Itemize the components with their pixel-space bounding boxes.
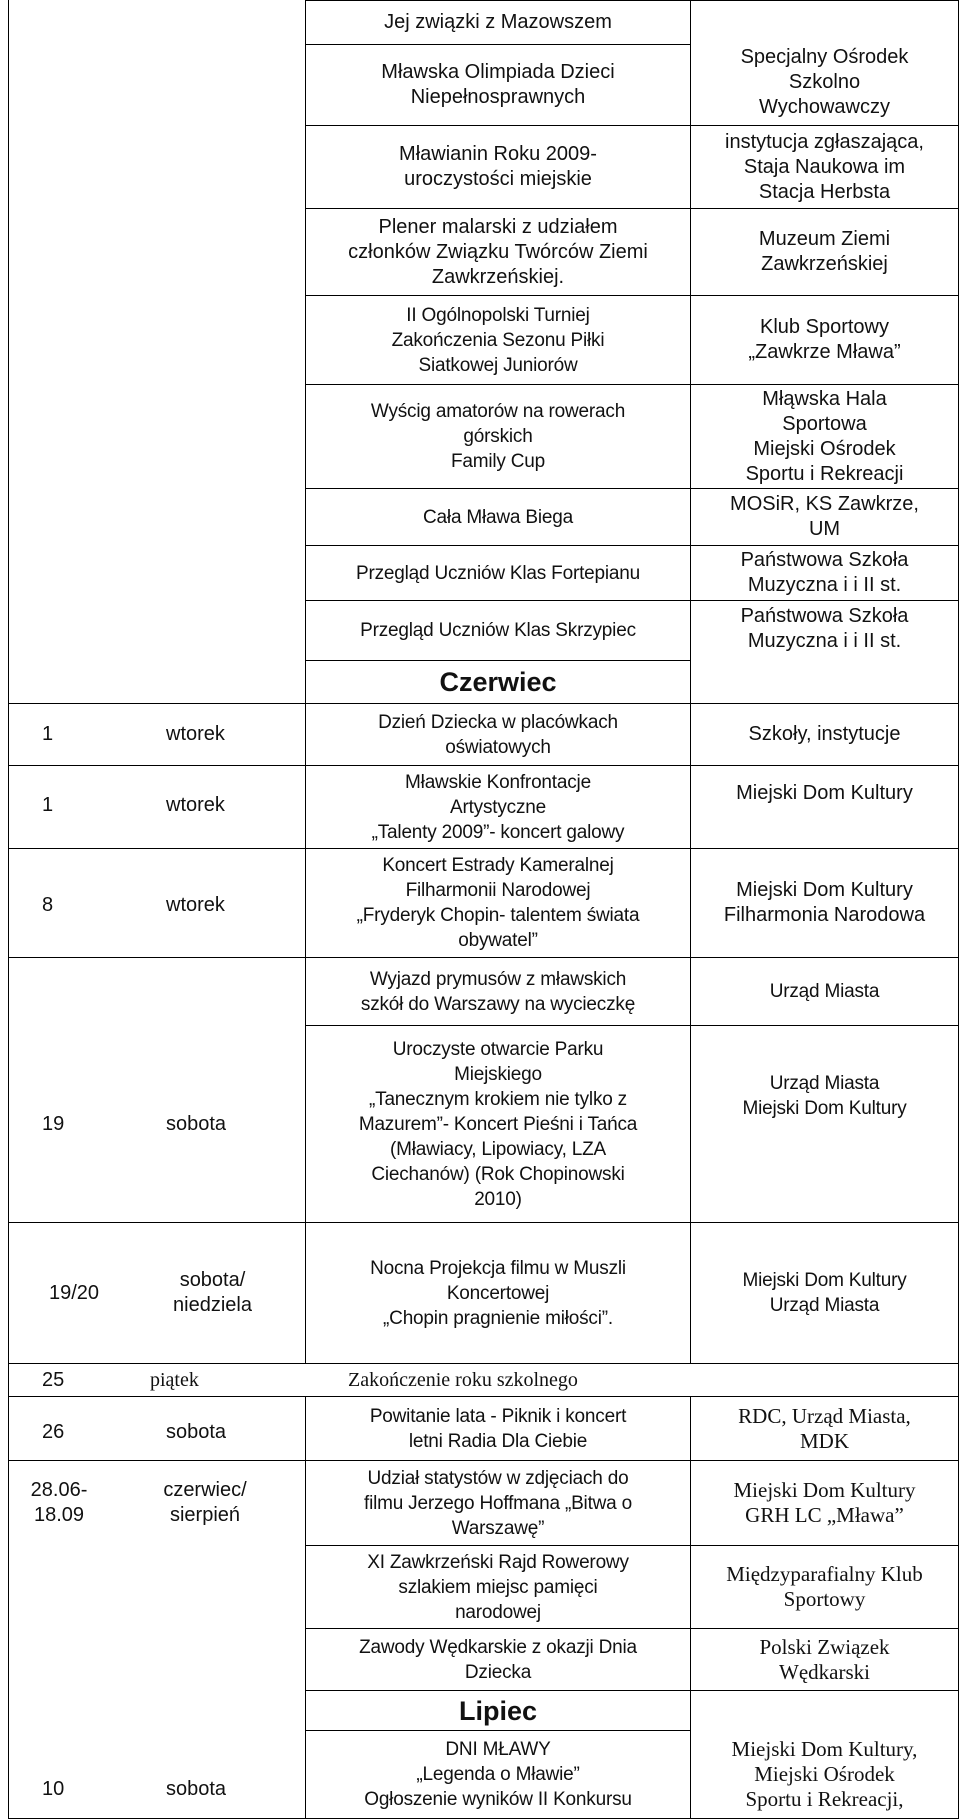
organizer-cell bbox=[691, 546, 958, 600]
event-line: Warszawę” bbox=[451, 1517, 545, 1539]
day-cell bbox=[110, 1461, 300, 1545]
event-line: członków Związku Twórców Ziemi bbox=[348, 240, 648, 263]
event-line: Mławskie Konfrontacje bbox=[405, 771, 591, 793]
day-label: piątek bbox=[150, 1369, 199, 1391]
date-label: 25 bbox=[42, 1369, 65, 1391]
day-label: wtorek bbox=[166, 723, 225, 745]
event-line: „Legenda o Mławie” bbox=[416, 1764, 580, 1785]
event-line: Mławska Olimpiada Dzieci bbox=[381, 61, 615, 83]
month-heading-text: Czerwiec bbox=[439, 667, 557, 697]
event-cell bbox=[306, 766, 690, 848]
organizer-cell bbox=[691, 385, 958, 488]
organizer-cell bbox=[691, 209, 958, 295]
row-line bbox=[8, 1363, 959, 1364]
organizer-line: Sportowa bbox=[782, 412, 867, 435]
event-line: letni Radia Dla Ciebie bbox=[408, 1430, 588, 1452]
organizer-cell bbox=[691, 1731, 958, 1818]
organizer-line: GRH LC „Mława” bbox=[745, 1503, 904, 1527]
event-cell bbox=[306, 126, 690, 208]
organizer-cell bbox=[691, 296, 958, 384]
event-line: Ogłoszenie wyników II Konkursu bbox=[364, 1789, 632, 1810]
organizer-line: Filharmonia Narodowa bbox=[723, 904, 926, 926]
event-cell bbox=[306, 385, 690, 488]
organizer-line: Miejski Ośrodek bbox=[754, 1762, 895, 1786]
event-cell bbox=[306, 489, 690, 545]
day-label: wtorek bbox=[166, 794, 225, 816]
event-line: „Talenty 2009”- koncert galowy bbox=[371, 821, 625, 843]
day-cell bbox=[120, 1223, 305, 1363]
event-line: górskich bbox=[463, 426, 533, 447]
month-heading-lipiec bbox=[306, 1691, 690, 1730]
event-line: Wyścig amatorów na rowerach bbox=[370, 401, 626, 422]
date-label: 1 bbox=[42, 794, 54, 816]
organizer-cell bbox=[691, 704, 958, 765]
event-line: filmu Jerzego Hoffmana „Bitwa o bbox=[363, 1492, 632, 1514]
month-heading-czerwiec bbox=[306, 661, 690, 703]
organizer-line: Muzyczna i i II st. bbox=[747, 574, 902, 596]
organizer-line: Miejski Ośrodek bbox=[753, 437, 896, 460]
event-cell bbox=[306, 1397, 690, 1460]
event-line: Artystyczne bbox=[450, 796, 546, 818]
event-cell bbox=[306, 1731, 690, 1818]
organizer-cell bbox=[691, 126, 958, 208]
organizer-line: Muzeum Ziemi bbox=[758, 228, 891, 250]
organizer-line: Miejski Dom Kultury, bbox=[731, 1737, 918, 1761]
organizer-cell bbox=[691, 1546, 958, 1628]
event-line: Siatkowej Juniorów bbox=[418, 354, 578, 376]
organizer-line: Polski Związek bbox=[759, 1634, 890, 1659]
organizer-line: Sportu i Rekreacji, bbox=[745, 1787, 904, 1811]
day-label: czerwiec/ sierpień bbox=[163, 1479, 247, 1526]
organizer-line: Wychowawczy bbox=[759, 96, 890, 118]
organizer-line: Urząd Miasta bbox=[769, 1073, 880, 1094]
organizer-line: Sportu i Rekreacji bbox=[745, 462, 904, 485]
organizer-line: Miejski Dom Kultury bbox=[742, 1270, 907, 1291]
event-line: Zawody Wędkarskie z okazji Dnia bbox=[359, 1636, 637, 1658]
event-line: Udział statystów w zdjęciach do bbox=[367, 1467, 629, 1489]
organizer-line: Wędkarski bbox=[779, 1659, 870, 1684]
event-line: szkół do Warszawy na wycieczkę bbox=[360, 993, 636, 1015]
organizer-line: MOSiR, KS Zawkrze, bbox=[730, 493, 919, 515]
event-cell bbox=[306, 1546, 690, 1628]
organizer-line: Muzyczna i i II st. bbox=[747, 630, 902, 652]
event-cell bbox=[306, 296, 690, 384]
organizer-line: Państwowa Szkoła bbox=[740, 549, 909, 571]
month-heading-text: Lipiec bbox=[458, 1695, 538, 1726]
event-cell bbox=[306, 0, 690, 44]
organizer-line: Międzyparafialny Klub bbox=[726, 1562, 923, 1586]
date-label: 19/20 bbox=[48, 1281, 100, 1304]
organizer-line: RDC, Urząd Miasta, bbox=[738, 1403, 911, 1428]
organizer-line: Specjalny Ośrodek bbox=[740, 46, 909, 68]
event-line: Jej związki z Mazowszem bbox=[384, 10, 612, 33]
date-label: 28.06- 18.09 bbox=[30, 1479, 88, 1526]
event-line: Powitanie lata - Piknik i koncert bbox=[369, 1405, 627, 1427]
event-line: 2010) bbox=[474, 1188, 522, 1210]
organizer-cell bbox=[691, 766, 958, 820]
event-line: Mławianin Roku 2009- bbox=[399, 143, 597, 165]
organizer-line: Zawkrzeńskiej bbox=[761, 253, 888, 275]
day-label: sobota/ niedziela bbox=[173, 1269, 252, 1316]
event-line: DNI MŁAWY bbox=[445, 1739, 551, 1760]
event-cell bbox=[306, 1223, 690, 1363]
organizer-line: instytucja zgłaszająca, bbox=[725, 130, 924, 153]
event-line: narodowej bbox=[455, 1601, 541, 1623]
event-line: Ciechanów) (Rok Chopinowski bbox=[371, 1163, 625, 1185]
organizer-line: Urząd Miasta bbox=[769, 1295, 880, 1316]
event-line: Zawkrzeńskiej. bbox=[431, 265, 565, 288]
event-line: Miejskiego bbox=[454, 1063, 542, 1085]
organizer-line: „Zawkrze Mława” bbox=[748, 341, 901, 363]
organizer-cell bbox=[691, 601, 958, 657]
event-line: szlakiem miejsc pamięci bbox=[398, 1576, 598, 1598]
event-line: Zakończenie roku szkolnego bbox=[348, 1369, 578, 1391]
organizer-line: Sportowy bbox=[783, 1587, 866, 1611]
event-cell bbox=[306, 1629, 690, 1690]
date-cell bbox=[9, 1461, 109, 1545]
event-line: Przegląd Uczniów Klas Fortepianu bbox=[355, 562, 641, 584]
organizer-line: Miejski Dom Kultury bbox=[742, 1098, 907, 1119]
organizer-line: Urząd Miasta bbox=[769, 981, 880, 1002]
date-label: 8 bbox=[42, 894, 54, 916]
organizer-cell bbox=[691, 958, 958, 1025]
event-cell bbox=[306, 704, 690, 765]
event-line: Dzień Dziecka w placówkach bbox=[378, 711, 618, 733]
event-cell bbox=[306, 849, 690, 957]
event-line: Przegląd Uczniów Klas Skrzypiec bbox=[360, 620, 636, 641]
organizer-line: Szkolno bbox=[788, 71, 861, 93]
organizer-line: MDK bbox=[799, 1428, 849, 1453]
event-line: Plener malarski z udziałem bbox=[378, 215, 618, 238]
organizer-line: Państwowa Szkoła bbox=[740, 605, 909, 627]
event-line: Cała Mława Biega bbox=[423, 506, 573, 528]
organizer-line: UM bbox=[808, 518, 841, 540]
event-line: XI Zawkrzeński Rajd Rowerowy bbox=[367, 1551, 629, 1573]
date-label: 1 bbox=[42, 723, 54, 745]
event-line: „Fryderyk Chopin- talentem świata bbox=[356, 905, 640, 926]
organizer-cell bbox=[691, 1026, 958, 1166]
date-label: 19 bbox=[42, 1113, 65, 1135]
event-line: Koncertowej bbox=[446, 1282, 550, 1304]
date-label: 10 bbox=[42, 1778, 65, 1800]
organizer-line: Miejski Dom Kultury bbox=[736, 781, 913, 804]
event-line: Uroczyste otwarcie Parku bbox=[392, 1038, 604, 1060]
event-cell bbox=[306, 209, 690, 295]
day-label: sobota bbox=[166, 1113, 227, 1135]
event-cell bbox=[306, 45, 690, 125]
organizer-line: Staja Naukowa im bbox=[743, 155, 906, 178]
organizer-line: Miejski Dom Kultury bbox=[736, 879, 913, 901]
event-cell bbox=[306, 601, 690, 660]
day-label: wtorek bbox=[166, 894, 225, 916]
event-line: II Ogólnopolski Turniej bbox=[406, 304, 590, 326]
border-left bbox=[8, 0, 9, 1819]
event-line: Family Cup bbox=[450, 451, 546, 472]
organizer-cell bbox=[691, 1223, 958, 1363]
organizer-cell bbox=[691, 1397, 958, 1460]
event-line: Zakończenia Sezonu Piłki bbox=[391, 329, 605, 351]
event-line: Niepełnosprawnych bbox=[410, 86, 586, 108]
event-line: Mazurem”- Koncert Pieśni i Tańca bbox=[358, 1113, 638, 1135]
border-right bbox=[958, 0, 959, 1819]
event-line: „Tanecznym krokiem nie tylko z bbox=[369, 1088, 627, 1110]
day-label: sobota bbox=[166, 1778, 227, 1800]
organizer-cell bbox=[691, 1629, 958, 1690]
event-line: Nocna Projekcja filmu w Muszli bbox=[370, 1257, 626, 1279]
event-line: „Chopin pragnienie miłości”. bbox=[383, 1307, 613, 1329]
event-line: Dziecka bbox=[464, 1661, 532, 1683]
event-line: oświatowych bbox=[445, 736, 551, 758]
organizer-line: Miejski Dom Kultury bbox=[733, 1478, 916, 1502]
organizer-line: Klub Sportowy bbox=[760, 316, 889, 338]
event-cell bbox=[306, 958, 690, 1025]
organizer-cell bbox=[691, 40, 958, 125]
event-cell bbox=[306, 546, 690, 600]
organizer-cell bbox=[691, 849, 958, 957]
organizer-cell bbox=[691, 1461, 958, 1545]
event-line: Koncert Estrady Kameralnej bbox=[382, 855, 614, 876]
day-label: sobota bbox=[166, 1421, 227, 1443]
event-cell bbox=[306, 1461, 690, 1545]
event-cell bbox=[306, 1026, 690, 1222]
event-line: (Mławiacy, Lipowiacy, LZA bbox=[389, 1138, 607, 1160]
event-line: obywatel” bbox=[458, 930, 538, 951]
organizer-line: Szkoły, instytucje bbox=[748, 723, 901, 745]
event-line: uroczystości miejskie bbox=[404, 168, 592, 190]
organizer-cell bbox=[691, 489, 958, 545]
date-label: 26 bbox=[42, 1421, 65, 1443]
organizer-line: Stacja Herbsta bbox=[758, 180, 891, 203]
event-line: Filharmonii Narodowej bbox=[405, 880, 591, 901]
event-line: Wyjazd prymusów z mławskich bbox=[369, 968, 627, 990]
organizer-line: Młąwska Hala bbox=[762, 387, 887, 410]
